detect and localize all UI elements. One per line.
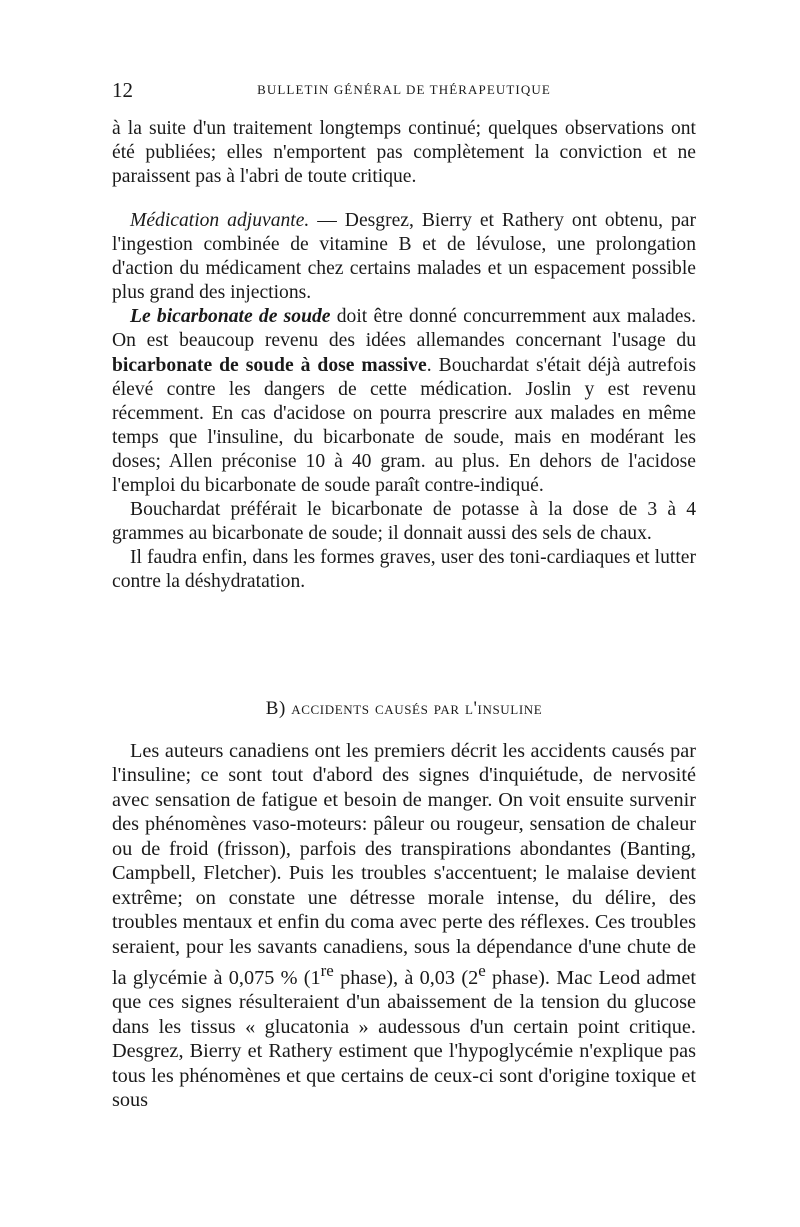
section-title-text: accidents causés par l'insuline [291, 698, 543, 719]
paragraph-text: phase), à 0,03 (2 [333, 966, 479, 989]
paragraph-continuation [112, 117, 696, 189]
emphasis-text: bicarbonate de soude à dose massive [112, 354, 427, 376]
paragraph-text: à la suite d'un traitement longtemps continué; quelques observations ont été publiées; elles n'emportent pas complètement la conviction et ne paraissent pas à l'abri de toute critique. [112, 118, 696, 188]
paragraph-text: phase). Mac Leod admet que ces signes résulteraient d'un abaissement de la tension du glucose dans les tissus « glucatonia » audessous d'un certain point critique. Desgrez, Bierry et Rathery estiment que l'hypoglycémie n'explique pas tous les phénomènes et que certains de ceux-ci sont d'origine toxique et sous [112, 966, 697, 1112]
paragraph-heading: Le bicarbonate de soude [130, 306, 331, 328]
paragraph-accidents [112, 739, 696, 1113]
page-number: 12 [112, 78, 133, 102]
running-title: BULLETIN GÉNÉRAL DE THÉRAPEUTIQUE [257, 82, 551, 97]
paragraph-medication-adjuvante [112, 209, 696, 305]
text-block-intro [112, 117, 696, 213]
paragraph-text: — Desgrez, Bierry et Rathery ont obtenu, par l'ingestion combinée de vitamine B et de lévulose, une prolongation d'action du médicament chez certains malades et un espacement possible plus grand des injections. [112, 210, 697, 304]
paragraph-text: . Bouchardat s'était déjà autrefois élevé contre les dangers de cette médication. Joslin y est revenu récemment. En cas d'acidose on pourra prescrire aux malades en même temps que l'insuline, du bicarbonate de soude, mais en modérant les doses; Allen préconise 10 à 40 gram. au plus. En dehors de l'acidose l'emploi du bicarbonate de soude paraît contre-indiqué. [112, 354, 697, 497]
section-heading [112, 698, 696, 720]
paragraph-bicarbonate [112, 305, 696, 498]
section-label: B) [265, 698, 286, 719]
page-header [112, 78, 696, 102]
superscript: e [478, 961, 486, 981]
paragraph-toni-cardiaques [112, 546, 696, 594]
paragraph-text: Il faudra enfin, dans les formes graves, user des toni-cardiaques et lutter contre la déshydratation. [112, 547, 696, 593]
paragraph-text: doit être donné concurremment aux malades. On est beaucoup revenu des idées allemandes concernant l'usage du [112, 306, 696, 352]
text-block-medication [112, 209, 696, 595]
paragraph-heading: Médication adjuvante. [130, 210, 310, 231]
paragraph-text: Bouchardat préférait le bicarbonate de potasse à la dose de 3 à 4 grammes au bicarbonate de soude; il donnait aussi des sels de chaux. [112, 499, 696, 545]
paragraph-potasse [112, 498, 696, 546]
text-block-accidents [112, 739, 696, 1113]
superscript: re [320, 961, 334, 981]
paragraph-text: Les auteurs canadiens ont les premiers décrit les accidents causés par l'insuline; ce sont tout d'abord des signes d'inquiétude, de nervosité avec sensation de fatigue et besoin de manger. On voit ensuite survenir des phénomènes vaso-moteurs: pâleur ou rougeur, sensation de chaleur ou de froid (frisson), parfois des transpirations abondantes (Banting, Campbell, Fletcher). Puis les troubles s'accentuent; le malaise devient extrême; on constate une détresse morale intense, du délire, des troubles mentaux et enfin du coma avec perte des réflexes. Ces troubles seraient, pour les savants canadiens, sous la dépendance d'une chute de la glycémie à 0,075 % (1 [112, 740, 696, 989]
